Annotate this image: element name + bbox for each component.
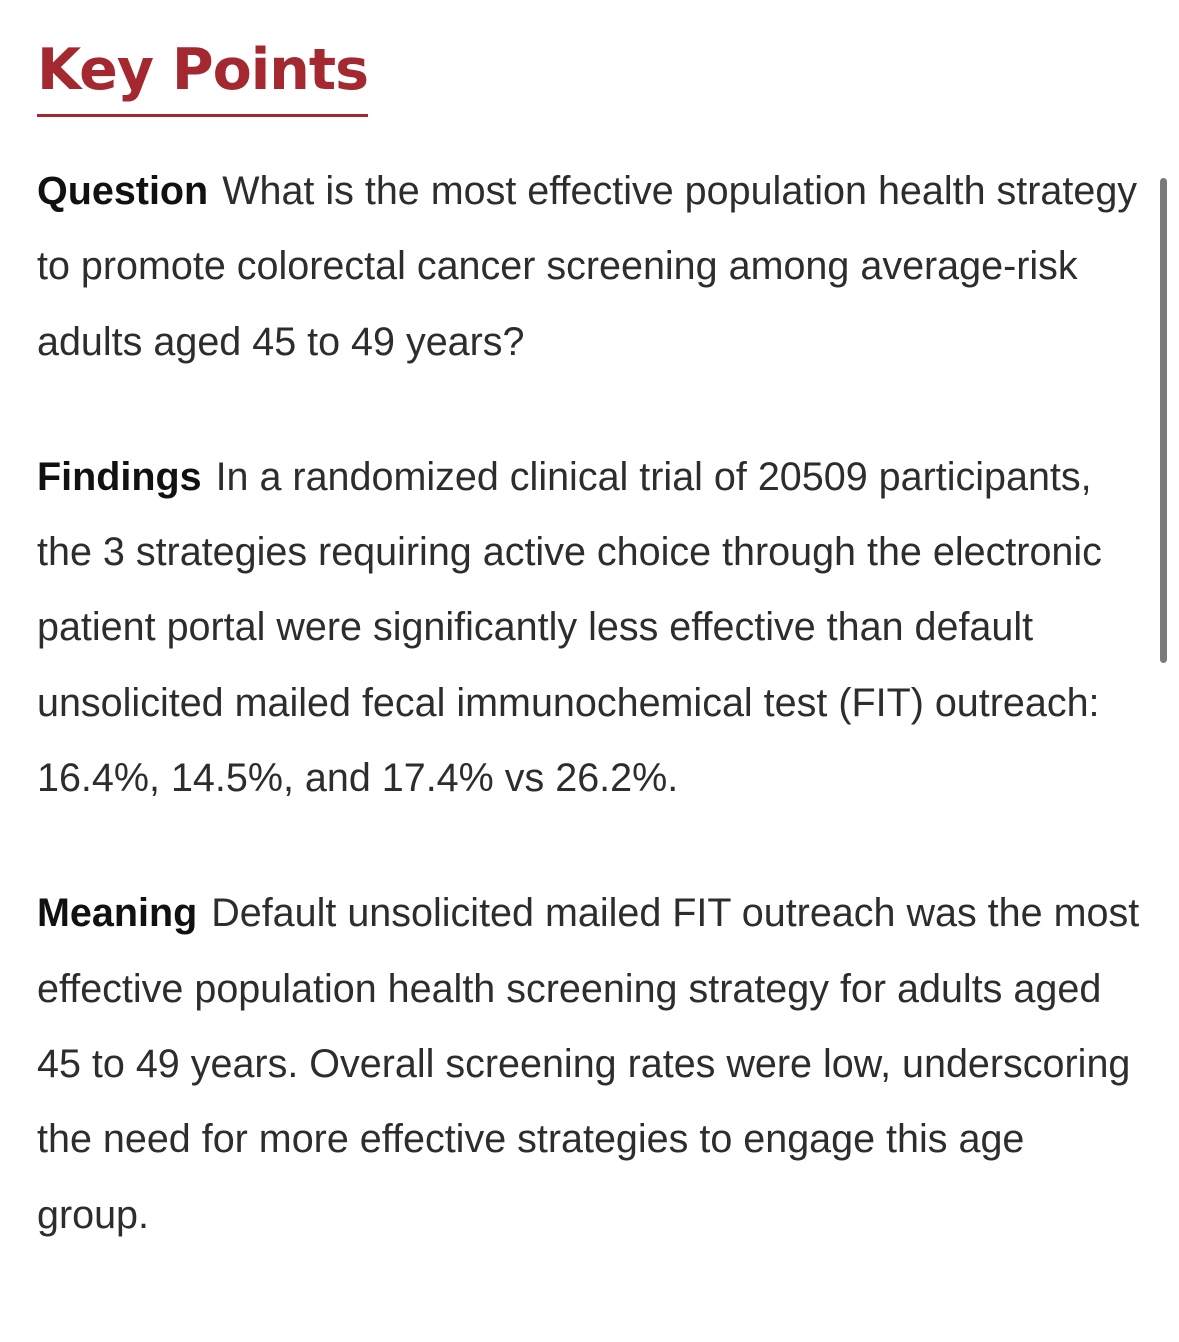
key-points-header <box>37 30 368 117</box>
findings-label: Findings <box>37 454 202 499</box>
findings-section <box>37 440 1147 816</box>
question-label: Question <box>37 169 209 213</box>
question-section <box>37 154 1147 380</box>
question-text: What is the most effective population health strategy to promote colorectal cancer screening among average-risk adults aged 45 to 49 years? <box>37 169 1138 364</box>
key-points-title: Key Points <box>37 30 368 117</box>
key-points-body <box>37 154 1147 1253</box>
vertical-scrollbar[interactable] <box>1160 178 1167 663</box>
meaning-section <box>37 876 1147 1252</box>
meaning-text: Default unsolicited mailed FIT outreach was the most effective population health screening strategy for adults aged 45 to 49 years. Overall screening rates were low, underscoring the need for more effective strategies to engage this age group. <box>37 891 1140 1237</box>
findings-text: In a randomized clinical trial of 20509 participants, the 3 strategies requiring active choice through the electronic patient portal were significantly less effective than default unsolicited mailed fecal immunochemical test (FIT) outreach: 16.4%, 14.5%, and 17.4% vs 26.2%. <box>37 454 1102 801</box>
meaning-label: Meaning <box>37 891 198 936</box>
